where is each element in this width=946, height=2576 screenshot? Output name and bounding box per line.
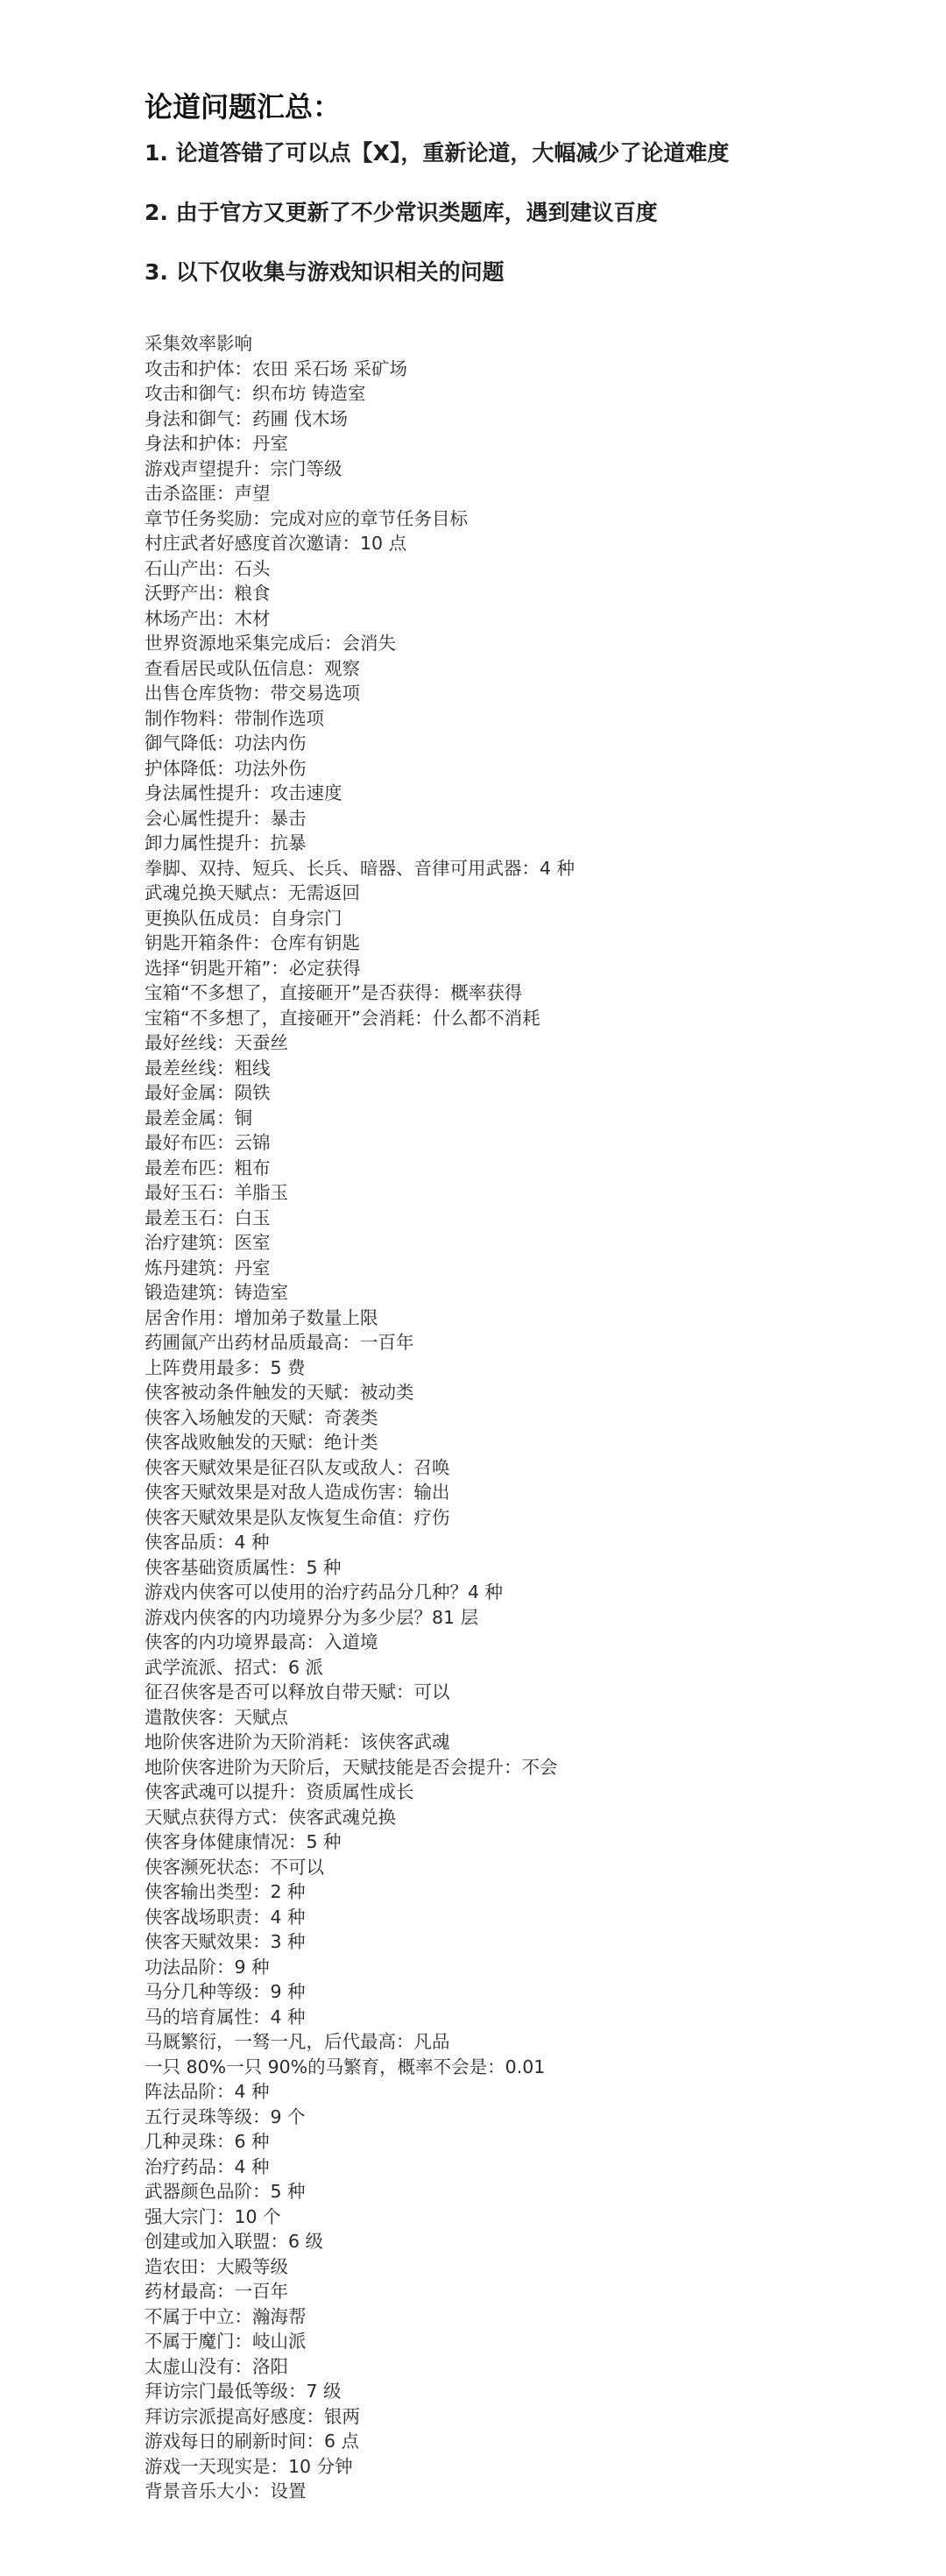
qa-item: 征召侠客是否可以释放自带天赋：可以 xyxy=(145,1681,450,1702)
qa-item: 侠客战场职责：4 种 xyxy=(145,1906,306,1928)
qa-item: 武器颜色品阶：5 种 xyxy=(145,2181,306,2202)
qa-item: 村庄武者好感度首次邀请：10 点 xyxy=(145,533,407,554)
qa-item: 最差金属：铜 xyxy=(145,1107,252,1129)
qa-item: 地阶侠客进阶为天阶消耗：该侠客武魂 xyxy=(145,1731,450,1752)
qa-item: 不属于魔门：岐山派 xyxy=(145,2331,307,2352)
qa-item: 世界资源地采集完成后：会消失 xyxy=(145,633,396,654)
qa-item: 武魂兑换天赋点：无需返回 xyxy=(145,882,360,903)
qa-item: 上阵费用最多：5 费 xyxy=(145,1356,306,1378)
qa-item: 钥匙开箱条件：仓库有钥匙 xyxy=(145,932,360,953)
qa-item: 选择“钥匙开箱”：必定获得 xyxy=(145,957,361,979)
qa-item: 拜访宗门最低等级：7 级 xyxy=(145,2381,342,2402)
page-title: 论道问题汇总： xyxy=(145,90,342,124)
qa-item: 制作物料：带制作选项 xyxy=(145,707,324,729)
qa-item: 侠客身体健康情况：5 种 xyxy=(145,1831,342,1852)
qa-item: 御气降低：功法内伤 xyxy=(145,732,307,754)
qa-item: 身法属性提升：攻击速度 xyxy=(145,782,342,803)
qa-item: 沃野产出：粮食 xyxy=(145,583,271,604)
qa-item: 游戏内侠客的内功境界分为多少层？81 层 xyxy=(145,1606,479,1628)
qa-item: 背景音乐大小：设置 xyxy=(145,2480,307,2502)
qa-item: 阵法品阶：4 种 xyxy=(145,2081,270,2102)
qa-item: 治疗建筑：医室 xyxy=(145,1232,271,1253)
qa-item: 拜访宗派提高好感度：银两 xyxy=(145,2405,360,2427)
qa-item: 侠客天赋效果是对敌人造成伤害：输出 xyxy=(145,1482,450,1503)
note-item: 2. 由于官方又更新了不少常识类题库，遇到建议百度 xyxy=(145,200,658,225)
qa-item: 地阶侠客进阶为天阶后，天赋技能是否会提升：不会 xyxy=(145,1756,558,1778)
qa-item: 居舍作用：增加弟子数量上限 xyxy=(145,1306,378,1328)
qa-item: 创建或加入联盟：6 级 xyxy=(145,2231,324,2252)
qa-item: 侠客被动条件触发的天赋：被动类 xyxy=(145,1382,414,1403)
qa-item: 侠客天赋效果是征召队友或敌人：召唤 xyxy=(145,1456,450,1478)
note-item: 3. 以下仅收集与游戏知识相关的问题 xyxy=(145,259,505,285)
qa-item: 卸力属性提升：抗暴 xyxy=(145,832,307,853)
qa-item: 侠客基础资质属性：5 种 xyxy=(145,1556,342,1578)
qa-item: 宝箱“不多想了，直接砸开”会消耗：什么都不消耗 xyxy=(145,1007,540,1029)
qa-item: 出售仓库货物：带交易选项 xyxy=(145,683,360,704)
qa-item: 侠客武魂可以提升：资质属性成长 xyxy=(145,1781,414,1802)
qa-item: 太虚山没有：洛阳 xyxy=(145,2355,288,2377)
qa-item: 身法和御气：药圃 伐木场 xyxy=(145,407,349,429)
qa-item: 最好玉石：羊脂玉 xyxy=(145,1182,288,1203)
qa-item: 林场产出：木材 xyxy=(145,607,271,629)
qa-item: 马厩繁衍，一驽一凡，后代最高：凡品 xyxy=(145,2031,450,2052)
qa-item: 最好布匹：云锦 xyxy=(145,1132,271,1153)
qa-item: 马的培育属性：4 种 xyxy=(145,2006,306,2028)
qa-item: 最好丝线：天蚕丝 xyxy=(145,1032,288,1053)
note-item: 1. 论道答错了可以点【X】，重新论道，大幅减少了论道难度 xyxy=(145,140,730,166)
qa-item: 侠客品质：4 种 xyxy=(145,1532,270,1553)
qa-item: 最差布匹：粗布 xyxy=(145,1157,271,1178)
qa-item: 攻击和护体：农田 采石场 采矿场 xyxy=(145,357,408,379)
qa-item: 击杀盗匪：声望 xyxy=(145,483,271,504)
qa-item: 侠客输出类型：2 种 xyxy=(145,1881,306,1902)
qa-item: 身法和护体：丹室 xyxy=(145,433,288,454)
qa-item: 侠客入场触发的天赋：奇袭类 xyxy=(145,1406,378,1428)
qa-item: 攻击和御气：织布坊 铸造室 xyxy=(145,383,366,404)
qa-item: 护体降低：功法外伤 xyxy=(145,757,307,779)
qa-item: 游戏内侠客可以使用的治疗药品分几种？4 种 xyxy=(145,1582,504,1603)
qa-item: 采集效率影响 xyxy=(145,333,252,354)
qa-item: 侠客的内功境界最高：入道境 xyxy=(145,1631,378,1652)
qa-item: 治疗药品：4 种 xyxy=(145,2155,270,2177)
qa-item: 石山产出：石头 xyxy=(145,557,271,579)
qa-item: 侠客濒死状态：不可以 xyxy=(145,1856,324,1878)
qa-item: 章节任务奖励：完成对应的章节任务目标 xyxy=(145,507,468,529)
qa-item: 更换队伍成员：自身宗门 xyxy=(145,907,342,929)
qa-item: 功法品阶：9 种 xyxy=(145,1956,270,1978)
qa-item: 游戏声望提升：宗门等级 xyxy=(145,457,342,479)
qa-item: 游戏一天现实是：10 分钟 xyxy=(145,2455,353,2477)
qa-item: 五行灵珠等级：9 个 xyxy=(145,2105,306,2127)
qa-item: 强大宗门：10 个 xyxy=(145,2205,281,2227)
qa-item: 一只 80%一只 90%的马繁育，概率不会是：0.01 xyxy=(145,2056,546,2077)
qa-item: 不属于中立：瀚海帮 xyxy=(145,2305,307,2327)
qa-item: 药圃氤产出药材品质最高：一百年 xyxy=(145,1332,414,1353)
notes-list xyxy=(145,140,729,319)
qa-item: 药材最高：一百年 xyxy=(145,2281,288,2302)
qa-item: 侠客天赋效果：3 种 xyxy=(145,1931,306,1952)
qa-item: 最差玉石：白玉 xyxy=(145,1207,271,1228)
qa-item: 游戏每日的刷新时间：6 点 xyxy=(145,2431,360,2452)
qa-item: 最差丝线：粗线 xyxy=(145,1057,271,1079)
qa-item: 造农田：大殿等级 xyxy=(145,2255,288,2277)
qa-item: 锻造建筑：铸造室 xyxy=(145,1282,288,1303)
qa-item: 马分几种等级：9 种 xyxy=(145,1981,306,2002)
qa-item: 查看居民或队伍信息：观察 xyxy=(145,657,360,679)
qa-item: 侠客天赋效果是队友恢复生命值：疗伤 xyxy=(145,1506,450,1528)
qa-item: 拳脚、双持、短兵、长兵、暗器、音律可用武器：4 种 xyxy=(145,857,575,879)
qa-item: 宝箱“不多想了，直接砸开”是否获得：概率获得 xyxy=(145,982,523,1003)
qa-item: 几种灵珠：6 种 xyxy=(145,2131,270,2152)
qa-list xyxy=(145,331,575,2504)
qa-item: 炼丹建筑：丹室 xyxy=(145,1256,271,1278)
qa-item: 武学流派、招式：6 派 xyxy=(145,1656,324,1678)
qa-item: 天赋点获得方式：侠客武魂兑换 xyxy=(145,1806,396,1828)
qa-item: 最好金属：陨铁 xyxy=(145,1082,271,1103)
qa-item: 侠客战败触发的天赋：绝计类 xyxy=(145,1432,378,1453)
qa-item: 会心属性提升：暴击 xyxy=(145,807,307,829)
qa-item: 遣散侠客：天赋点 xyxy=(145,1706,288,1728)
